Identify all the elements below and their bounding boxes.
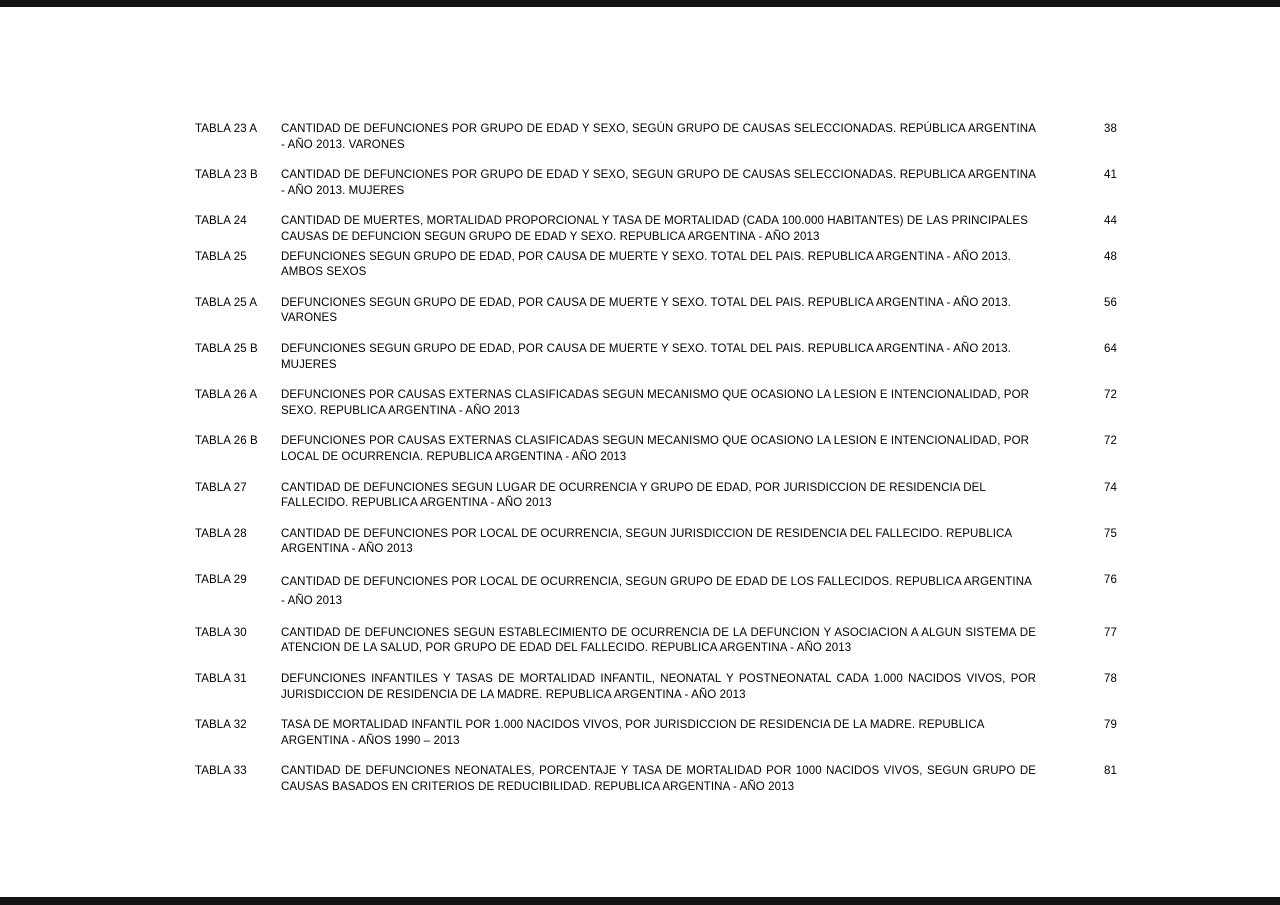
table-title: CANTIDAD DE DEFUNCIONES POR GRUPO DE EDAD Y SEXO, SEGUN GRUPO DE CAUSAS SELECCIONADAS. REPUBLICA ARGENTINA - AÑO 2013. MUJERES — [281, 169, 1036, 197]
toc-entry — [195, 573, 1117, 611]
table-title: DEFUNCIONES INFANTILES Y TASAS DE MORTALIDAD INFANTIL, NEONATAL Y POSTNEONATAL CADA 1.000 NACIDOS VIVOS, POR JURISDICCION DE RESIDENCIA DE LA MADRE. REPUBLICA ARGENTINA - AÑO 2013 — [281, 673, 1036, 701]
table-title: DEFUNCIONES SEGUN GRUPO DE EDAD, POR CAUSA DE MUERTE Y SEXO. TOTAL DEL PAIS. REPUBLICA ARGENTINA - AÑO 2013. AMBOS SEXOS — [281, 250, 1011, 279]
table-title: TASA DE MORTALIDAD INFANTIL POR 1.000 NACIDOS VIVOS, POR JURISDICCION DE RESIDENCIA DE LA MADRE. REPUBLICA ARGENTINA - AÑOS 1990 – 2013 — [281, 719, 984, 747]
table-title: DEFUNCIONES POR CAUSAS EXTERNAS CLASIFICADAS SEGUN MECANISMO QUE OCASIONO LA LESION E INTENCIONALIDAD, POR SEXO. REPUBLICA ARGENTINA - AÑO 2013 — [281, 389, 1030, 417]
table-label: TABLA 25 — [195, 250, 247, 263]
page-number: 56 — [1104, 296, 1117, 309]
toc-entry — [195, 672, 1117, 703]
toc-entry — [195, 168, 1117, 199]
table-label: TABLA 28 — [195, 527, 247, 540]
page-number: 72 — [1104, 389, 1117, 402]
page-number: 77 — [1104, 626, 1117, 639]
toc-entry — [195, 481, 1117, 512]
page-number: 64 — [1104, 342, 1117, 355]
toc-entry — [195, 718, 1117, 749]
table-label: TABLA 33 — [195, 765, 247, 778]
table-label: TABLA 25 A — [195, 296, 258, 309]
table-title: DEFUNCIONES SEGUN GRUPO DE EDAD, POR CAUSA DE MUERTE Y SEXO. TOTAL DEL PAIS. REPUBLICA ARGENTINA - AÑO 2013. MUJERES — [281, 342, 1011, 371]
table-label: TABLA 25 B — [195, 342, 258, 355]
table-title: CANTIDAD DE DEFUNCIONES SEGUN LUGAR DE OCURRENCIA Y GRUPO DE EDAD, POR JURISDICCION DE RESIDENCIA DEL FALLECIDO. REPUBLICA ARGENTINA - AÑO 2013 — [281, 481, 986, 510]
page-number: 79 — [1104, 719, 1117, 732]
table-title: CANTIDAD DE DEFUNCIONES NEONATALES, PORCENTAJE Y TASA DE MORTALIDAD POR 1000 NACIDOS VIVOS, SEGUN GRUPO DE CAUSAS BASADOS EN CRITERIOS DE REDUCIBILIDAD. REPUBLICA ARGENTINA - AÑO 2013 — [281, 765, 1036, 794]
table-label: TABLA 30 — [195, 626, 247, 639]
bottom-edge-bar — [0, 897, 1280, 905]
toc-entry — [195, 214, 1117, 245]
table-label: TABLA 26 B — [195, 435, 258, 448]
table-title: CANTIDAD DE DEFUNCIONES POR LOCAL DE OCURRENCIA, SEGUN GRUPO DE EDAD DE LOS FALLECIDOS. REPUBLICA ARGENTINA - AÑO 2013 — [281, 575, 1032, 607]
toc-entry — [195, 342, 1117, 373]
table-title: CANTIDAD DE DEFUNCIONES POR LOCAL DE OCURRENCIA, SEGUN JURISDICCION DE RESIDENCIA DEL FALLECIDO. REPUBLICA ARGENTINA - AÑO 2013 — [281, 527, 1012, 556]
toc-entry — [195, 250, 1117, 281]
toc-entry — [195, 388, 1117, 419]
table-title: DEFUNCIONES SEGUN GRUPO DE EDAD, POR CAUSA DE MUERTE Y SEXO. TOTAL DEL PAIS. REPUBLICA ARGENTINA - AÑO 2013. VARONES — [281, 296, 1011, 325]
toc-entry — [195, 434, 1117, 465]
table-label: TABLA 29 — [195, 573, 247, 586]
toc-entry — [195, 527, 1117, 558]
page-number: 44 — [1104, 215, 1117, 228]
table-label: TABLA 26 A — [195, 389, 258, 402]
toc-entry — [195, 122, 1117, 153]
table-label: TABLA 24 — [195, 215, 247, 228]
page-number: 38 — [1104, 123, 1117, 135]
table-of-contents-page — [195, 122, 1117, 811]
page-number: 74 — [1104, 481, 1117, 494]
table-title: CANTIDAD DE DEFUNCIONES POR GRUPO DE EDAD Y SEXO, SEGÚN GRUPO DE CAUSAS SELECCIONADAS. REPÚBLICA ARGENTINA - AÑO 2013. VARONES — [281, 123, 1036, 151]
page-number: 48 — [1104, 250, 1117, 263]
page-number: 75 — [1104, 527, 1117, 540]
table-title: CANTIDAD DE MUERTES, MORTALIDAD PROPORCIONAL Y TASA DE MORTALIDAD (CADA 100.000 HABITANTES) DE LAS PRINCIPALES CAUSAS DE DEFUNCION SEGUN GRUPO DE EDAD Y SEXO. REPUBLICA ARGENTINA - AÑO 2013 — [281, 215, 1028, 243]
top-edge-bar — [0, 0, 1280, 7]
page-number: 41 — [1104, 169, 1117, 182]
table-title: DEFUNCIONES POR CAUSAS EXTERNAS CLASIFICADAS SEGUN MECANISMO QUE OCASIONO LA LESION E INTENCIONALIDAD, POR LOCAL DE OCURRENCIA. REPUBLICA ARGENTINA - AÑO 2013 — [281, 435, 1030, 463]
toc-entry — [195, 764, 1117, 795]
table-label: TABLA 31 — [195, 673, 247, 686]
page-number: 81 — [1104, 765, 1117, 778]
page-number: 78 — [1104, 673, 1117, 686]
page-number: 76 — [1104, 573, 1117, 586]
table-label: TABLA 23 B — [195, 169, 258, 182]
page-number: 72 — [1104, 435, 1117, 448]
table-label: TABLA 27 — [195, 481, 247, 494]
table-label: TABLA 32 — [195, 719, 247, 732]
table-title: CANTIDAD DE DEFUNCIONES SEGUN ESTABLECIMIENTO DE OCURRENCIA DE LA DEFUNCION Y ASOCIACION A ALGUN SISTEMA DE ATENCION DE LA SALUD, POR GRUPO DE EDAD DEL FALLECIDO. REPUBLICA ARGENTINA - AÑO 2013 — [281, 626, 1036, 655]
toc-entry — [195, 626, 1117, 657]
toc-entry — [195, 296, 1117, 327]
table-label: TABLA 23 A — [195, 123, 258, 135]
